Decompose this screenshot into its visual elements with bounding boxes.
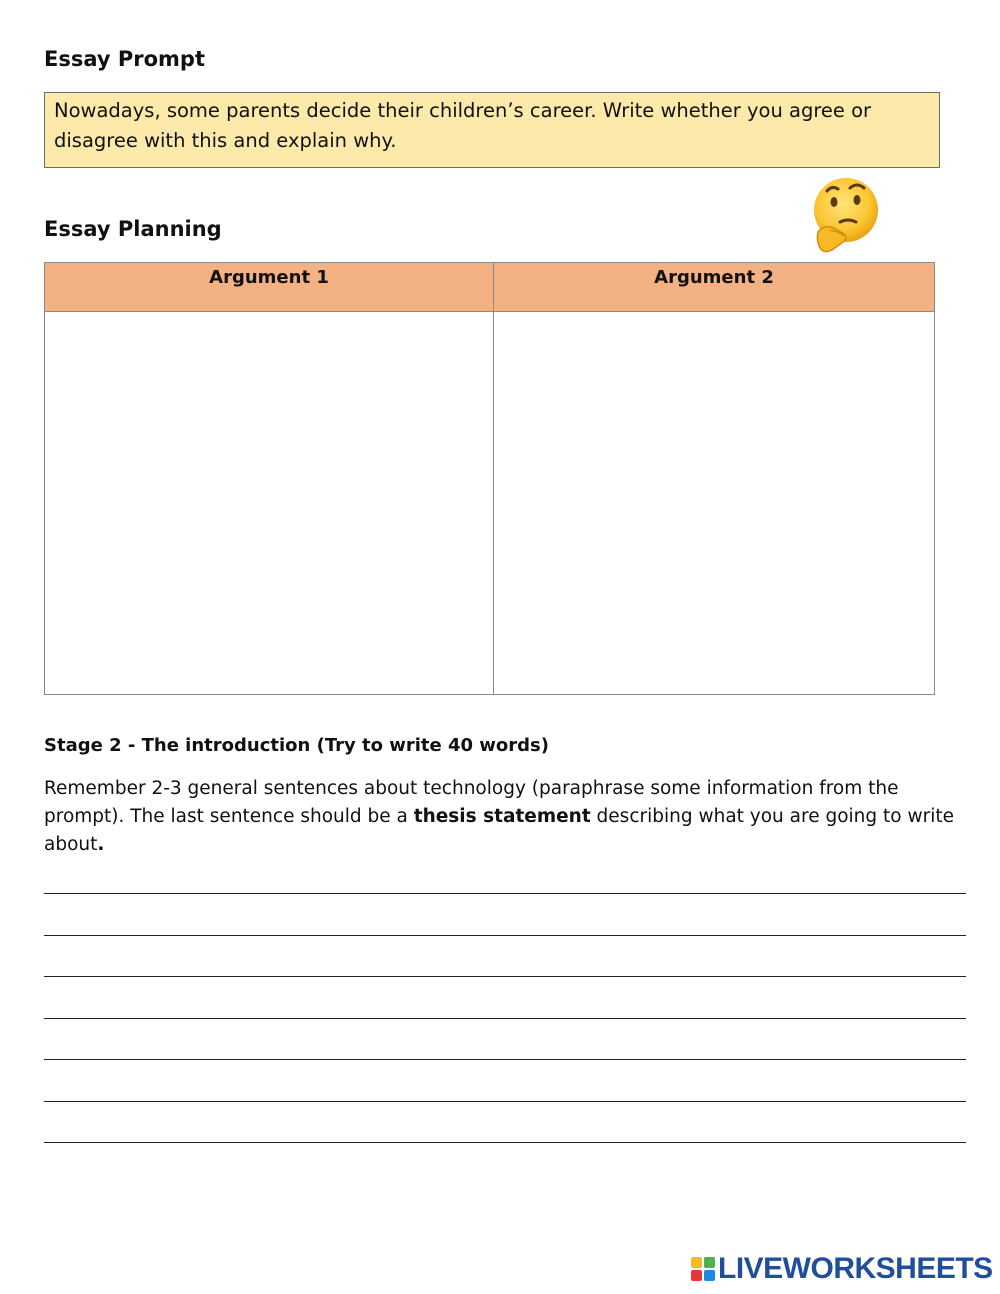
- writing-line-7[interactable]: [44, 1142, 966, 1143]
- writing-line-6[interactable]: [44, 1101, 966, 1102]
- writing-line-1[interactable]: [44, 893, 966, 894]
- stage-2-instructions: [44, 775, 974, 859]
- argument-1-header: Argument 1: [45, 263, 494, 312]
- liveworksheets-logo-icon: [690, 1256, 716, 1282]
- instructions-text-2: describing what you are going to write about: [44, 806, 954, 855]
- writing-line-5[interactable]: [44, 1059, 966, 1060]
- essay-prompt-heading: Essay Prompt: [44, 47, 205, 71]
- instructions-end-period: .: [97, 834, 105, 855]
- writing-line-4[interactable]: [44, 1018, 966, 1019]
- argument-1-answer-cell[interactable]: [45, 312, 494, 695]
- argument-2-answer-cell[interactable]: [494, 312, 935, 695]
- logo-text: LIVEWORKSHEETS: [718, 1252, 993, 1285]
- essay-prompt-box: Nowadays, some parents decide their children’s career. Write whether you agree or disagree with this and explain why.: [44, 92, 940, 168]
- writing-line-3[interactable]: [44, 976, 966, 977]
- essay-planning-heading: Essay Planning: [44, 217, 222, 241]
- stage-2-title: Stage 2 - The introduction (Try to write 40 words): [44, 735, 550, 756]
- liveworksheets-logo: [690, 1252, 993, 1286]
- writing-line-2[interactable]: [44, 935, 966, 936]
- essay-planning-table: [44, 262, 935, 695]
- table-header-row: [45, 263, 935, 312]
- table-row: [45, 312, 935, 695]
- thesis-statement-term: thesis statement: [413, 806, 591, 827]
- thinking-face-icon: [810, 172, 880, 256]
- instructions-text-1: Remember 2-3 general sentences about technology (paraphrase some information from the prompt). The last sentence should be a: [44, 778, 899, 827]
- argument-2-header: Argument 2: [494, 263, 935, 312]
